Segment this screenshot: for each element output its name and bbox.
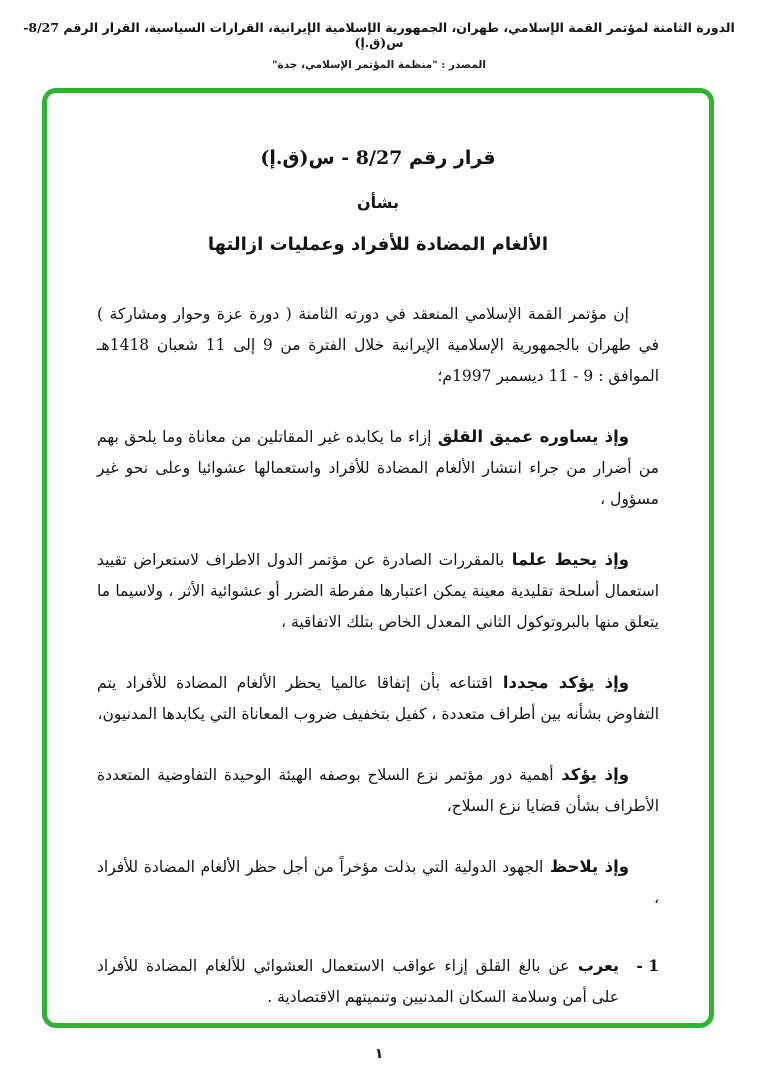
item-number: 1 -	[636, 956, 659, 975]
resolution-subject-title: الألغام المضادة للأفراد وعمليات ازالتها	[207, 234, 549, 255]
paragraph-lead: وإذ يحيط علما	[504, 550, 629, 569]
resolution-text	[97, 299, 659, 1013]
numbered-item	[97, 950, 659, 1013]
paragraph-text: إن مؤتمر القمة الإسلامي المنعقد في دورته الثامنة ( دورة عزة وحوار ومشاركة ) في طهران بالجمهورية الإسلامية الإيرانية خلال الفترة من 9 إلى 11 شعبان 1418هـ الموافق : 9 - 11 ديسمبر 1997م؛	[97, 305, 659, 385]
document-header	[0, 0, 758, 71]
paragraph	[97, 421, 659, 515]
paragraph-text: الجهود الدولية التي بذلت مؤخراً من أجل حظر الألغام المضادة للأفراد ،	[97, 858, 659, 907]
paragraph-lead: وإذ يساوره عميق القلق	[431, 427, 630, 446]
paragraph	[97, 759, 659, 822]
paragraph-text: إزاء ما يكابده غير المقاتلين من معاناة وما يلحق بهم من أضرار من جراء انتشار الألغام المضادة للأفراد واستعمالها عشوائيا وعلى نحو غير مسؤول ،	[97, 428, 659, 508]
header-source-line: المصدر : "منظمة المؤتمر الإسلامي، جدة"	[272, 59, 486, 71]
page-number: ١	[374, 1046, 384, 1062]
resolution-title-block	[97, 147, 659, 255]
paragraph-lead: وإذ يؤكد	[553, 765, 629, 784]
paragraph-text: أهمية دور مؤتمر نزع السلاح بوصفه الهيئة الوحيدة التفاوضية المتعددة الأطراف بشأن قضايا نزع السلاح،	[97, 766, 659, 815]
paragraph-lead: وإذ يلاحظ	[543, 857, 629, 876]
item-body: عن بالغ القلق إزاء عواقب الاستعمال العشوائي للألغام المضادة للأفراد على أمن وسلامة السكان المدنيين وتنميتهم الاقتصادية .	[97, 957, 619, 1006]
paragraph	[97, 299, 659, 392]
paragraph-text: اقتناعه بأن إتفاقا عالميا يحظر الألغام المضادة للأفراد يتم التفاوض بشأنه بين أطراف متعددة ، كفيل بتخفيف ضروب المعاناة التي يكابدها المدنيون،	[97, 674, 659, 723]
paragraph	[97, 667, 659, 730]
paragraph-lead: وإذ يؤكد مجددا	[492, 673, 630, 692]
header-reference-line: الدورة الثامنة لمؤتمر القمة الإسلامي، طهران، الجمهورية الإسلامية الإيرانية، القرارات السياسية، القرار الرقم 8/27-س(ق.إ)	[23, 20, 735, 50]
paragraph	[97, 851, 659, 914]
paragraph	[97, 544, 659, 638]
resolution-number-title: قرار رقم 8/27 - س(ق.إ)	[260, 147, 496, 169]
item-text	[97, 950, 619, 1013]
paragraph-text: بالمقررات الصادرة عن مؤتمر الدول الاطراف لاستعراض تقييد استعمال أسلحة تقليدية معينة يمكن اعتبارها مفرطة الضرر أو عشوائية الأثر ، ولاسيما ما يتعلق منها بالبروتوكول الثاني المعدل الخاص بتلك الاتفاقية ،	[97, 551, 659, 631]
document-body	[47, 93, 709, 1013]
item-lead: يعرب	[569, 956, 619, 975]
green-border-frame	[42, 88, 714, 1028]
resolution-subject-label: بشأن	[357, 193, 399, 212]
